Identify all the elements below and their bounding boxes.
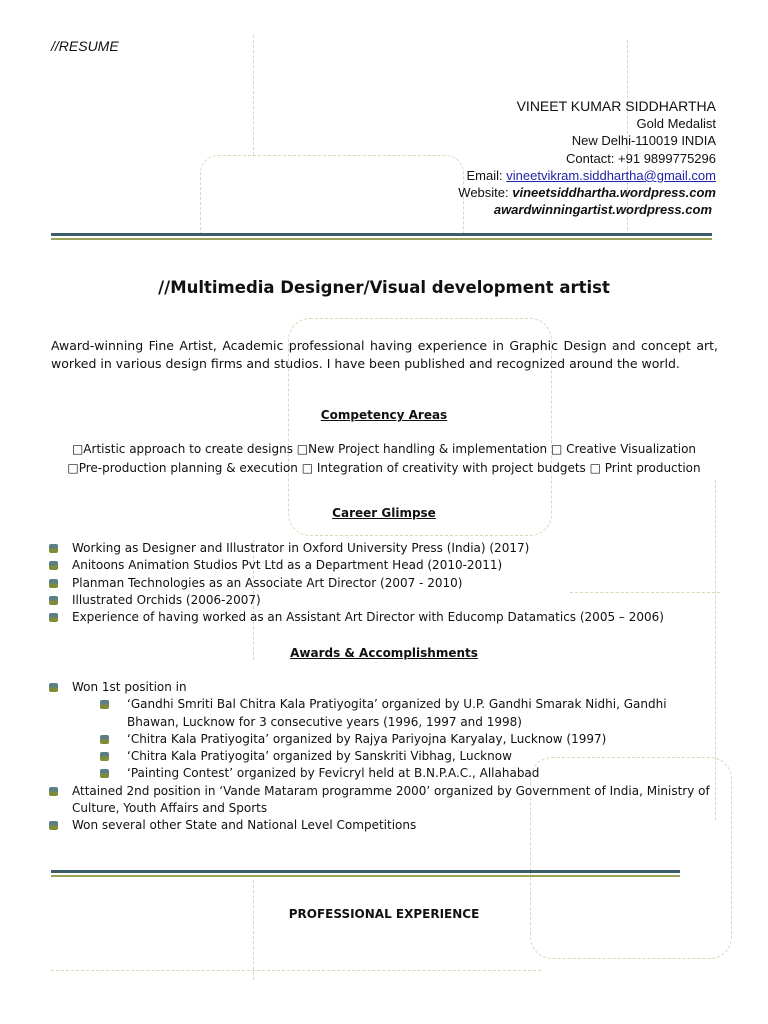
- list-item: ‘Chitra Kala Pratiyogita’ organized by Sanskriti Vibhag, Lucknow: [100, 748, 721, 765]
- section-divider-accent: [51, 875, 680, 877]
- email-label: Email:: [466, 167, 503, 183]
- list-item: Planman Technologies as an Associate Art Director (2007 - 2010): [49, 575, 664, 592]
- list-item: Attained 2nd position in ‘Vande Mataram programme 2000’ organized by Government of India, Ministry of Culture, Youth Affairs and Sports: [49, 783, 721, 818]
- career-list: [49, 540, 664, 626]
- candidate-name: VINEET KUMAR SIDDHARTHA: [516, 98, 716, 114]
- career-title: Career Glimpse: [332, 506, 436, 520]
- list-item: ‘Chitra Kala Pratiyogita’ organized by Rajya Pariyojna Karyalay, Lucknow (1997): [100, 731, 721, 748]
- bullet-icon: [100, 735, 109, 744]
- competency-line: □Artistic approach to create designs □New Project handling & implementation □ Creative Visualization: [71, 442, 697, 456]
- bullet-icon: [100, 769, 109, 778]
- bullet-icon: [49, 787, 58, 796]
- document-title: //RESUME: [51, 38, 119, 54]
- section-divider: [51, 870, 680, 873]
- headline: //Multimedia Designer/Visual development artist: [158, 278, 610, 297]
- awards-list: [49, 679, 721, 835]
- bullet-icon: [49, 561, 58, 570]
- professional-experience-title: PROFESSIONAL EXPERIENCE: [288, 907, 480, 921]
- website-label: Website:: [458, 185, 509, 201]
- list-item: Won 1st position in ‘Gandhi Smriti Bal Chitra Kala Pratiyogita’ organized by U.P. Gandhi Smarak Nidhi, Gandhi Bhawan, Lucknow for 3 consecutive years (1996, 1997 and 1998) ‘Chitra Kala Pratiyogita’ organized by Rajya Pariyojna Karyalay, Lucknow (1997) ‘Chitra Kala Pratiyogita’ organized by Sanskriti Vibhag, Lucknow ‘Painting Contest’ organized by Fevicryl held at B.N.P.A.C., Allahabad: [49, 679, 721, 783]
- website-link-2[interactable]: awardwinningartist.wordpress.com: [493, 202, 712, 218]
- list-item: Working as Designer and Illustrator in Oxford University Press (India) (2017): [49, 540, 664, 557]
- candidate-tagline: Gold Medalist: [636, 116, 716, 132]
- list-item: Anitoons Animation Studios Pvt Ltd as a Department Head (2010-2011): [49, 557, 664, 574]
- list-item: ‘Gandhi Smriti Bal Chitra Kala Pratiyogita’ organized by U.P. Gandhi Smarak Nidhi, Gandhi Bhawan, Lucknow for 3 consecutive years (1996, 1997 and 1998): [100, 696, 721, 731]
- candidate-phone: Contact: +91 9899775296: [566, 150, 716, 166]
- decor-frame: [200, 155, 464, 236]
- bullet-icon: [49, 579, 58, 588]
- list-item: Won several other State and National Level Competitions: [49, 817, 721, 834]
- bullet-icon: [49, 821, 58, 830]
- bullet-icon: [100, 700, 109, 709]
- awards-sublist: [72, 696, 721, 782]
- decor-line: [51, 970, 541, 971]
- list-item: Illustrated Orchids (2006-2007): [49, 592, 664, 609]
- website-row: [458, 184, 716, 201]
- bullet-icon: [49, 596, 58, 605]
- email-link[interactable]: vineetvikram.siddhartha@gmail.com: [506, 167, 716, 183]
- list-item: Experience of having worked as an Assistant Art Director with Educomp Datamatics (2005 – 2006): [49, 609, 664, 626]
- email-row: [458, 167, 716, 184]
- contact-block: [458, 98, 716, 218]
- decor-line: [253, 880, 254, 980]
- header-divider-accent: [51, 238, 712, 240]
- bullet-icon: [49, 544, 58, 553]
- bullet-icon: [49, 613, 58, 622]
- competency-title: Competency Areas: [320, 408, 448, 422]
- bullet-icon: [49, 683, 58, 692]
- decor-line: [253, 35, 254, 155]
- website-link-1[interactable]: vineetsiddhartha.wordpress.com: [512, 185, 716, 201]
- competency-line: □Pre-production planning & execution □ Integration of creativity with project budgets □ Print production: [67, 461, 701, 475]
- list-item: ‘Painting Contest’ organized by Fevicryl held at B.N.P.A.C., Allahabad: [100, 765, 721, 782]
- awards-title: Awards & Accomplishments: [290, 646, 478, 660]
- summary-paragraph: Award-winning Fine Artist, Academic professional having experience in Graphic Design and concept art, worked in various design firms and studios. I have been published and recognized around the world.: [51, 338, 718, 371]
- candidate-location: New Delhi-110019 INDIA: [571, 133, 716, 149]
- header-divider: [51, 233, 712, 236]
- bullet-icon: [100, 752, 109, 761]
